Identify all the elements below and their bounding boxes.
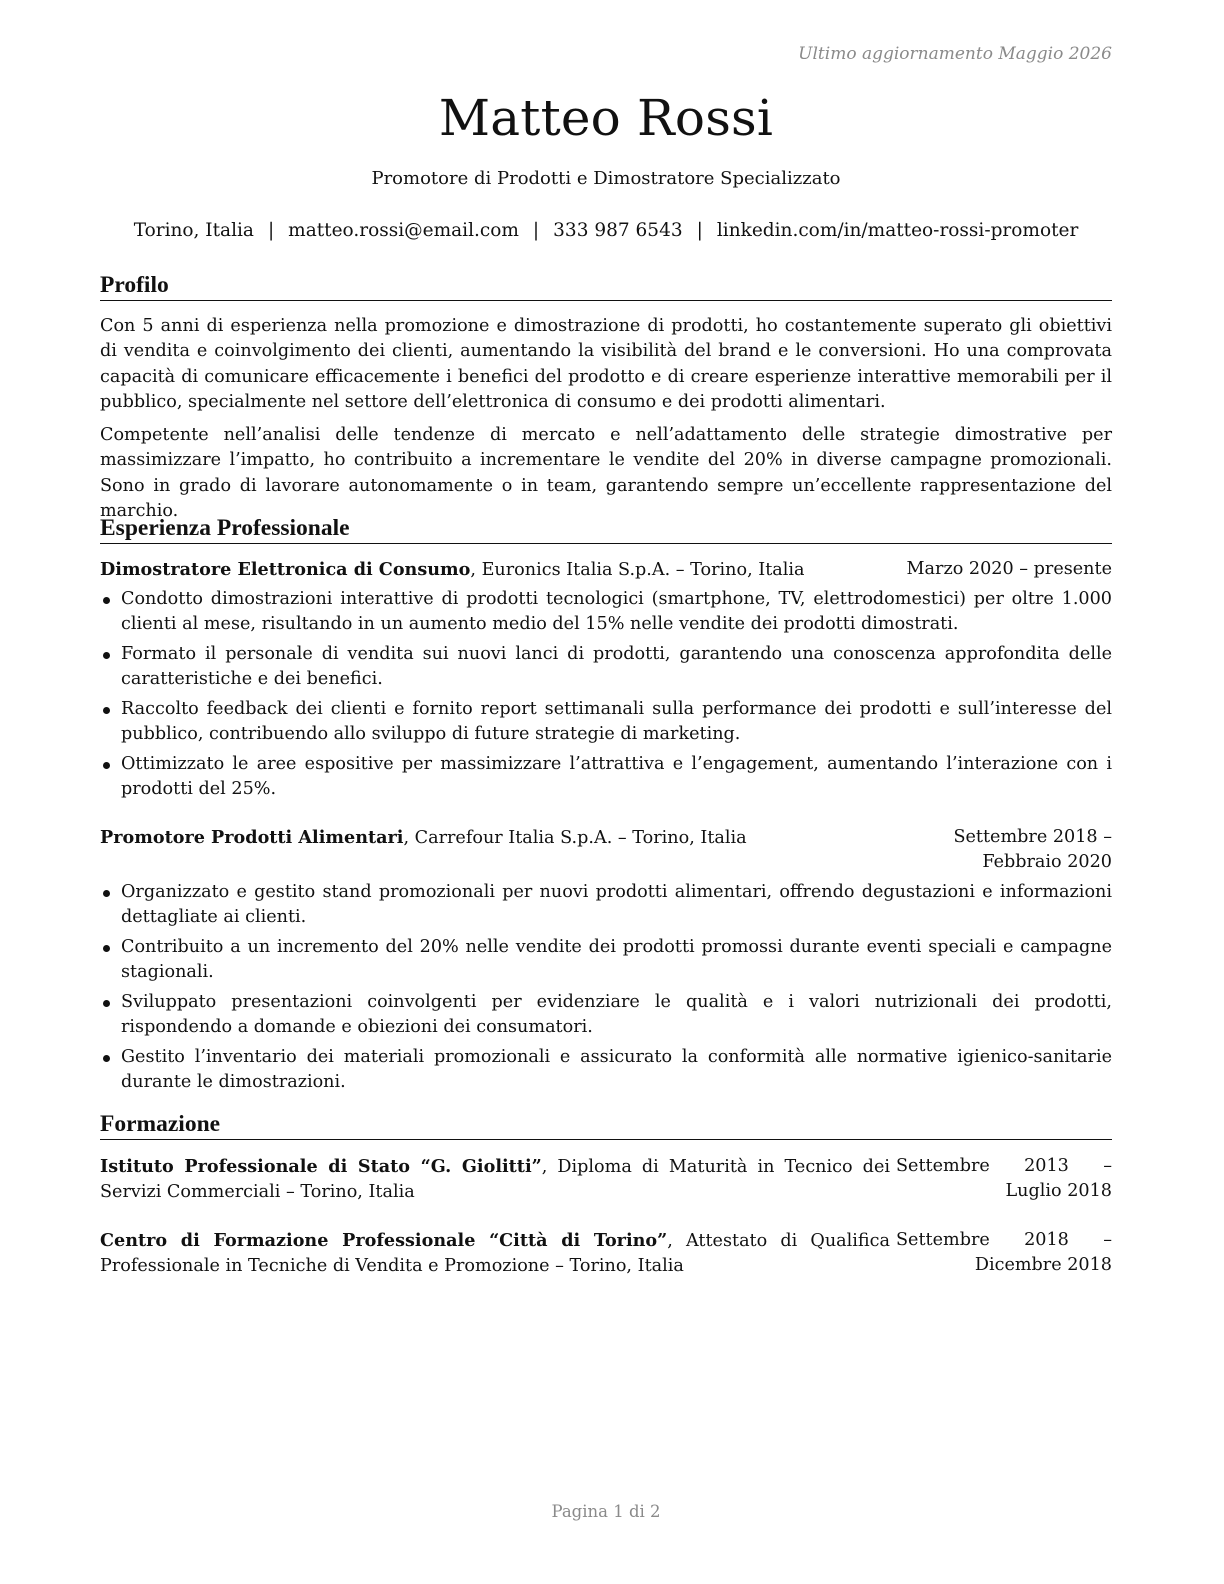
contact-phone[interactable]: 333 987 6543 [553,220,683,241]
education-school: Istituto Professionale di Stato “G. Giolitti” [100,1156,542,1177]
contact-separator: | [267,220,275,241]
job-title-line [100,825,747,851]
education-detail [100,1154,890,1206]
education-dates: Settembre 2018 – Dicembre 2018 [896,1230,1112,1276]
education-detail [100,1228,890,1280]
contact-line [56,219,1156,243]
section-title-profile: Profilo [100,271,1112,301]
last-updated: Ultimo aggiornamento Maggio 2026 [798,44,1112,64]
contact-separator: | [696,220,703,241]
contact-separator: | [532,220,540,241]
candidate-subtitle: Promotore di Prodotti e Dimostratore Specializzato [371,168,841,189]
candidate-name: Matteo Rossi [438,89,774,147]
list-item: Ottimizzato le aree espositive per massimizzare l’attrattiva e l’engagement, aumentando l’interazione con i prodotti del 25%. [100,752,1112,803]
list-item: Organizzato e gestito stand promozionali per nuovi prodotti alimentari, offrendo degustazioni e informazioni dettagliate ai clienti. [100,880,1112,931]
job-dates: Marzo 2020 – presente [906,559,1112,579]
section-title-education: Formazione [100,1110,1112,1140]
job-bullets [100,880,1112,1100]
education-dates: Settembre 2013 – Luglio 2018 [896,1156,1112,1202]
education-qualification: , Diploma di Maturità in Tecnico dei Servizi Commerciali – Torino, Italia [100,1157,890,1203]
job-bullets [100,587,1112,807]
resume-page [100,0,1112,1584]
list-item: Gestito l’inventario dei materiali promozionali e assicurato la conformità alle normative igienico-sanitarie durante le dimostrazioni. [100,1045,1112,1096]
education-qualification: , Attestato di Qualifica Professionale in Tecniche di Vendita e Promozione – Torino, Italia [100,1231,890,1277]
list-item: Raccolto feedback dei clienti e fornito report settimanali sulla performance dei prodotti e sull’interesse del pubblico, contribuendo allo sviluppo di future strategie di marketing. [100,697,1112,748]
list-item: Sviluppato presentazioni coinvolgenti per evidenziare le qualità e i valori nutrizionali dei prodotti, rispondendo a domande e obiezioni dei consumatori. [100,990,1112,1041]
profile-paragraph: Competente nell’analisi delle tendenze di mercato e nell’adattamento delle strategie dimostrative per massimizzare l’impatto, ho contribuito a incrementare le vendite del 20% in diverse campagne promozionali. Sono in grado di lavorare autonomamente o in team, garantendo sempre un’eccellente rappresentazione del marchio. [100,425,1112,521]
profile-paragraph: Con 5 anni di esperienza nella promozione e dimostrazione di prodotti, ho costantemente superato gli obiettivi di vendita e coinvolgimento dei clienti, aumentando la visibilità del brand e le conversioni. Ho una comprovata capacità di comunicare efficacemente i benefici del prodotto e di creare esperienze interattive memorabili per il pubblico, specialmente nel settore dell’elettronica di consumo e dei prodotti alimentari. [100,316,1112,412]
job-dates: Settembre 2018 – Febbraio 2020 [953,827,1112,873]
list-item: Condotto dimostrazioni interattive di prodotti tecnologici (smartphone, TV, elettrodomestici) per oltre 1.000 clienti al mese, risultando in un aumento medio del 15% nelle vendite dei prodotti dimostrati. [100,587,1112,638]
contact-linkedin[interactable]: linkedin.com/in/matteo-rossi-promoter [716,220,1079,241]
list-item: Formato il personale di vendita sui nuovi lanci di prodotti, garantendo una conoscenza approfondita delle caratteristiche e dei benefici. [100,642,1112,693]
education-school: Centro di Formazione Professionale “Città di Torino” [100,1230,668,1251]
contact-location: Torino, Italia [133,220,254,241]
section-title-experience: Esperienza Professionale [100,514,1112,544]
job-title-line [100,557,805,583]
job-company: , Carrefour Italia S.p.A. – Torino, Italia [403,828,747,848]
contact-email[interactable]: matteo.rossi@email.com [288,220,519,241]
job-role: Promotore Prodotti Alimentari [100,827,404,848]
list-item: Contribuito a un incremento del 20% nelle vendite dei prodotti promossi durante eventi speciali e campagne stagionali. [100,935,1112,986]
page-number: Pagina 1 di 2 [551,1502,661,1521]
job-company: , Euronics Italia S.p.A. – Torino, Italia [470,560,805,580]
job-role: Dimostratore Elettronica di Consumo [100,559,471,580]
